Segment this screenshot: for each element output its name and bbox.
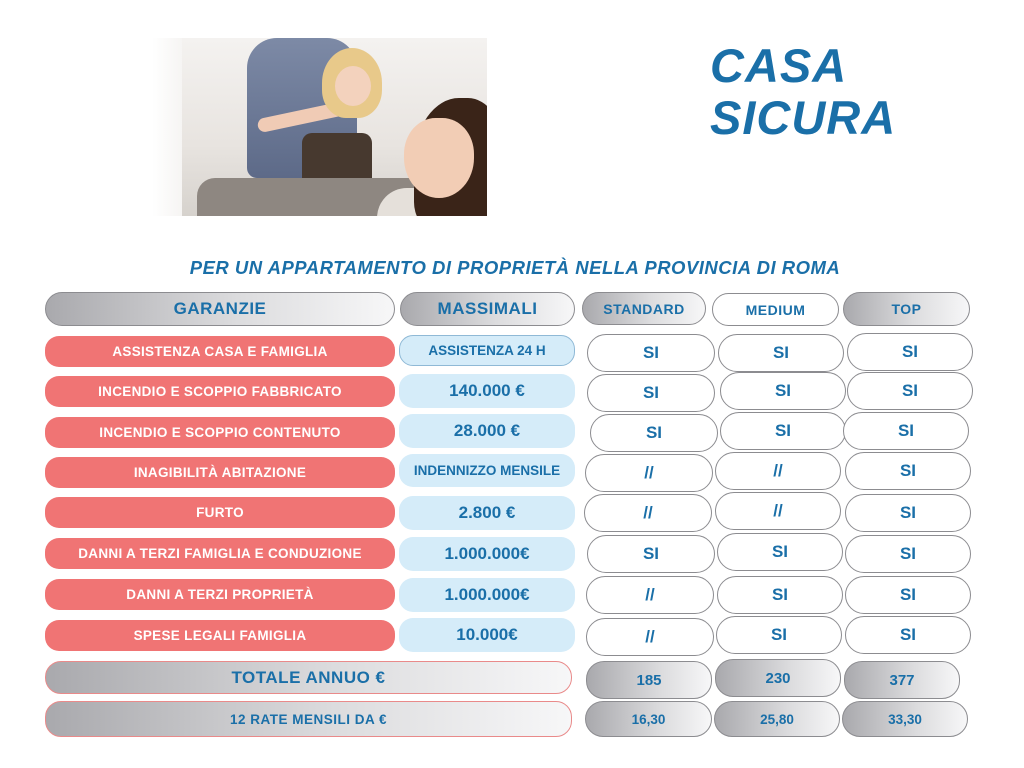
limit-value: 140.000 € [399, 374, 575, 408]
guarantee-label: DANNI A TERZI FAMIGLIA E CONDUZIONE [45, 538, 395, 569]
top-cell: SI [845, 616, 971, 654]
standard-cell: SI [587, 535, 715, 573]
limit-value: 2.800 € [399, 496, 575, 530]
top-cell: SI [845, 494, 971, 532]
guarantee-label: ASSISTENZA CASA E FAMIGLIA [45, 336, 395, 367]
top-cell: SI [845, 576, 971, 614]
medium-cell: SI [717, 576, 843, 614]
standard-cell: SI [587, 334, 715, 372]
photo-woman-face [404, 118, 474, 198]
guarantee-label: INAGIBILITÀ ABITAZIONE [45, 457, 395, 488]
annual-price-standard: 185 [586, 661, 712, 699]
standard-cell: SI [587, 374, 715, 412]
page-title [710, 40, 896, 144]
monthly-price-medium: 25,80 [714, 701, 840, 737]
limit-value: 1.000.000€ [399, 537, 575, 571]
guarantee-label: FURTO [45, 497, 395, 528]
medium-cell: SI [720, 412, 846, 450]
limit-value: ASSISTENZA 24 H [399, 335, 575, 366]
limit-value: 10.000€ [399, 618, 575, 652]
top-cell: SI [845, 452, 971, 490]
top-cell: SI [845, 535, 971, 573]
header-massimali: MASSIMALI [400, 292, 575, 326]
medium-cell: SI [718, 334, 844, 372]
annual-price-medium: 230 [715, 659, 841, 697]
monthly-price-top: 33,30 [842, 701, 968, 737]
standard-cell: // [585, 454, 713, 492]
annual-total-label: TOTALE ANNUO € [45, 661, 572, 694]
limit-value: 1.000.000€ [399, 578, 575, 612]
medium-cell: SI [716, 616, 842, 654]
top-cell: SI [843, 412, 969, 450]
header-medium: MEDIUM [712, 293, 839, 326]
family-photo [152, 38, 487, 216]
top-cell: SI [847, 372, 973, 410]
medium-cell: // [715, 452, 841, 490]
guarantee-label: INCENDIO E SCOPPIO CONTENUTO [45, 417, 395, 448]
limit-value: INDENNIZZO MENSILE [399, 454, 575, 487]
medium-cell: SI [717, 533, 843, 571]
title-line-1: CASA [710, 39, 848, 92]
monthly-price-standard: 16,30 [585, 701, 712, 737]
photo-child-face [335, 66, 371, 106]
standard-cell: // [586, 576, 714, 614]
guarantee-label: SPESE LEGALI FAMIGLIA [45, 620, 395, 651]
monthly-installments-label: 12 RATE MENSILI DA € [45, 701, 572, 737]
top-cell: SI [847, 333, 973, 371]
medium-cell: // [715, 492, 841, 530]
annual-price-top: 377 [844, 661, 960, 699]
guarantee-label: DANNI A TERZI PROPRIETÀ [45, 579, 395, 610]
header-garanzie: GARANZIE [45, 292, 395, 326]
standard-cell: // [586, 618, 714, 656]
subtitle: PER UN APPARTAMENTO DI PROPRIETÀ NELLA PROVINCIA DI ROMA [189, 257, 841, 278]
title-line-2: SICURA [710, 91, 897, 144]
header-top: TOP [843, 292, 970, 326]
standard-cell: SI [590, 414, 718, 452]
guarantee-label: INCENDIO E SCOPPIO FABBRICATO [45, 376, 395, 407]
header-standard: STANDARD [582, 292, 706, 325]
medium-cell: SI [720, 372, 846, 410]
limit-value: 28.000 € [399, 414, 575, 448]
standard-cell: // [584, 494, 712, 532]
